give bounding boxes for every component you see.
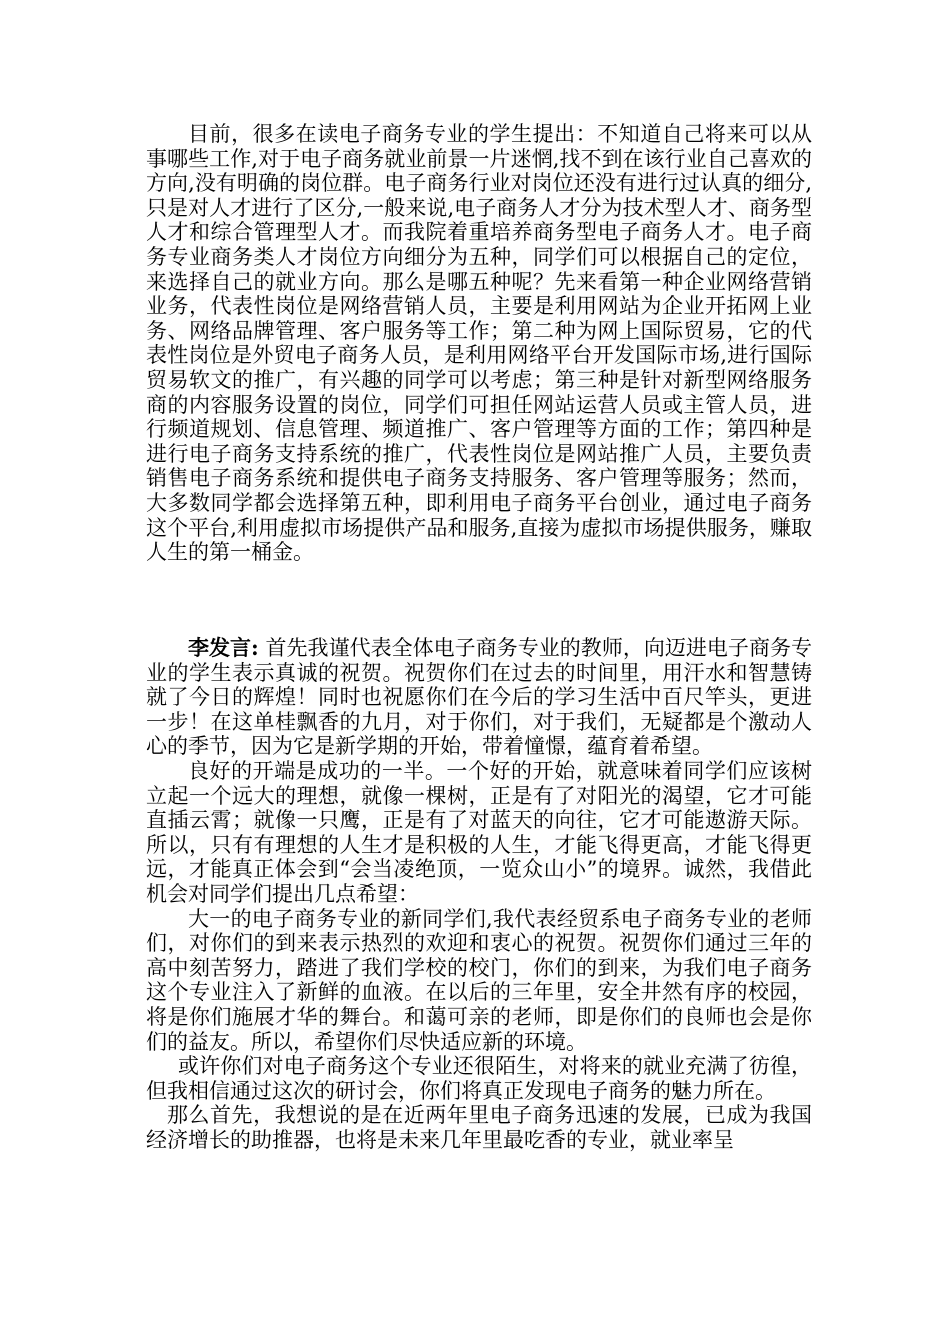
speech-opening-paragraph	[146, 636, 812, 759]
intro-paragraph: 目前，很多在读电子商务专业的学生提出：不知道自己将来可以从事哪些工作,对于电子商务就业前景一片迷惘,找不到在该行业自己喜欢的方向,没有明确的岗位群。电子商务行业对岗位还没有进行过认真的细分,只是对人才进行了区分,一般来说,电子商务人才分为技术型人才、商务型人才和综合管理型人才。而我院着重培养商务型电子商务人才。电子商务专业商务类人才岗位方向细分为五种，同学们可以根据自己的定位，来选择自己的就业方向。那么是哪五种呢？先来看第一种企业网络营销业务，代表性岗位是网络营销人员，主要是利用网站为企业开拓网上业务、网络品牌管理、客户服务等工作；第二种为网上国际贸易，它的代表性岗位是外贸电子商务人员，是利用网络平台开发国际市场,进行国际贸易软文的推广，有兴趣的同学可以考虑；第三种是针对新型网络服务商的内容服务设置的岗位，同学们可担任网站运营人员或主管人员，进行频道规划、信息管理、频道推广、客户管理等方面的工作；第四种是进行电子商务支持系统的推广，代表性岗位是网站推广人员，主要负责销售电子商务系统和提供电子商务支持服务、客户管理等服务；然而，大多数同学都会选择第五种，即利用电子商务平台创业，通过电子商务这个平台,利用虚拟市场提供产品和服务,直接为虚拟市场提供服务，赚取人生的第一桶金。	[146, 122, 812, 565]
speaker-label: 李发言:	[188, 635, 259, 660]
speech-paragraph-3: 大一的电子商务专业的新同学们,我代表经贸系电子商务专业的老师们，对你们的到来表示热烈的欢迎和衷心的祝贺。祝贺你们通过三年的高中刻苦努力，踏进了我们学校的校门，你们的到来，为我们电子商务这个专业注入了新鲜的血液。在以后的三年里，安全井然有序的校园，将是你们施展才华的舞台。和蔼可亲的老师，即是你们的良师也会是你们的益友。所以，希望你们尽快适应新的环境。	[146, 906, 812, 1054]
speech-opening-text: 首先我谨代表全体电子商务专业的教师，向迈进电子商务专业的学生表示真诚的祝贺。祝贺你们在过去的时间里，用汗水和智慧铸就了今日的辉煌！同时也祝愿你们在今后的学习生活中百尺竿头，更进一步！在这单桂飘香的九月，对于你们，对于我们，无疑都是个激动人心的季节，因为它是新学期的开始，带着憧憬，蕴育着希望。	[146, 636, 812, 759]
speech-paragraph-2: 良好的开端是成功的一半。一个好的开始，就意味着同学们应该树立起一个远大的理想，就像一棵树，正是有了对阳光的渴望，它才可能直插云霄；就像一只鹰，正是有了对蓝天的向往，它才可能遨游天际。所以，只有有理想的人生才是积极的人生，才能飞得更高，才能飞得更远，才能真正体会到“会当凌绝顶，一览众山小”的境界。诚然，我借此机会对同学们提出几点希望：	[146, 758, 812, 906]
speech-paragraph-5: 那么首先，我想说的是在近两年里电子商务迅速的发展，已成为我国经济增长的助推器，也将是未来几年里最吃香的专业，就业率呈	[146, 1103, 812, 1152]
speech-section	[146, 636, 812, 1152]
speech-paragraph-4: 或许你们对电子商务这个专业还很陌生，对将来的就业充满了彷徨，但我相信通过这次的研讨会，你们将真正发现电子商务的魅力所在。	[146, 1054, 812, 1103]
intro-section	[146, 122, 812, 565]
